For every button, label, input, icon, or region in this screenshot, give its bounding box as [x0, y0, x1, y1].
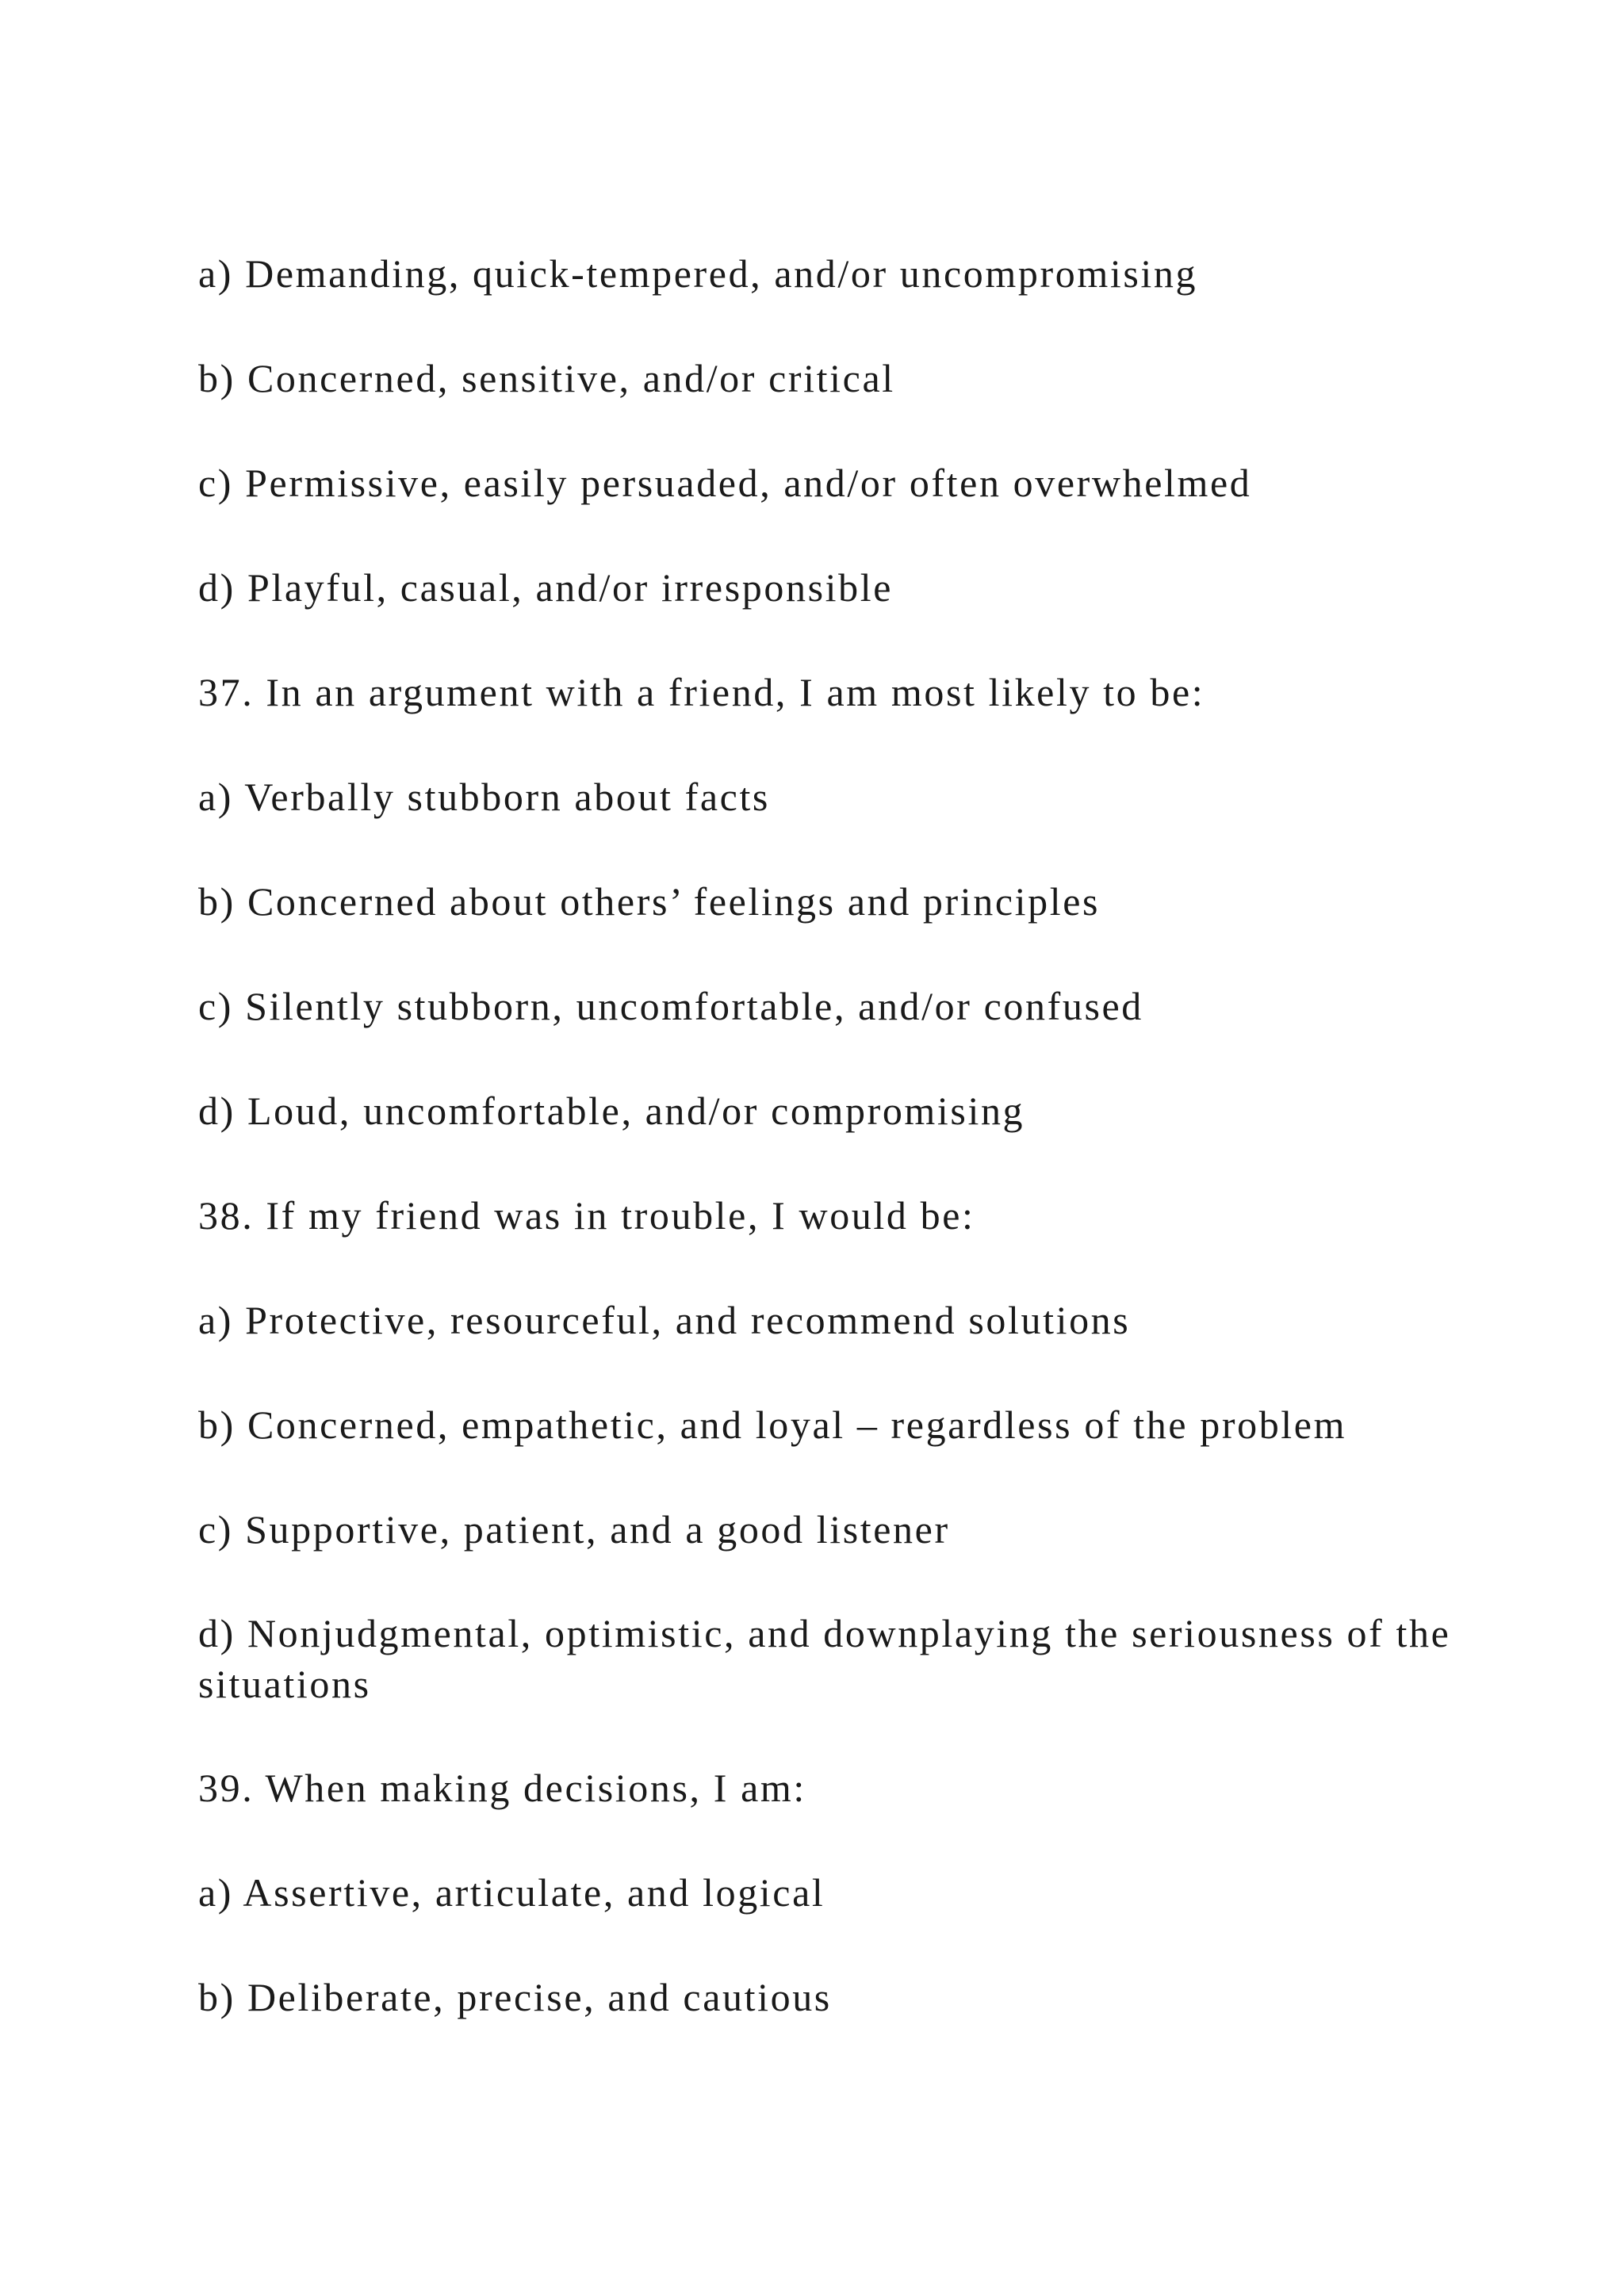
answer-option: b) Concerned about others’ feelings and principles — [198, 879, 1101, 924]
answer-option: a) Demanding, quick-tempered, and/or uncompromising — [198, 251, 1198, 296]
answer-option: c) Permissive, easily persuaded, and/or often overwhelmed — [198, 461, 1252, 505]
answer-option: b) Deliberate, precise, and cautious — [198, 1975, 832, 2019]
answer-option: a) Protective, resourceful, and recommend solutions — [198, 1298, 1131, 1342]
question-38: 38. If my friend was in trouble, I would be: — [198, 1193, 975, 1238]
answer-option: d) Nonjudgmental, optimistic, and downplaying the seriousness of the situations — [198, 1611, 1451, 1706]
answer-option: a) Assertive, articulate, and logical — [198, 1870, 825, 1915]
answer-option: c) Silently stubborn, uncomfortable, and/or confused — [198, 984, 1143, 1028]
answer-option: c) Supportive, patient, and a good listener — [198, 1507, 950, 1552]
answer-option: a) Verbally stubborn about facts — [198, 775, 770, 819]
document-body — [198, 247, 1499, 2076]
answer-option: b) Concerned, sensitive, and/or critical — [198, 356, 895, 400]
question-39: 39. When making decisions, I am: — [198, 1766, 806, 1810]
answer-option: b) Concerned, empathetic, and loyal – regardless of the problem — [198, 1402, 1347, 1447]
answer-option: d) Loud, uncomfortable, and/or compromising — [198, 1089, 1025, 1133]
question-37: 37. In an argument with a friend, I am most likely to be: — [198, 670, 1205, 714]
answer-option: d) Playful, casual, and/or irresponsible — [198, 565, 894, 610]
